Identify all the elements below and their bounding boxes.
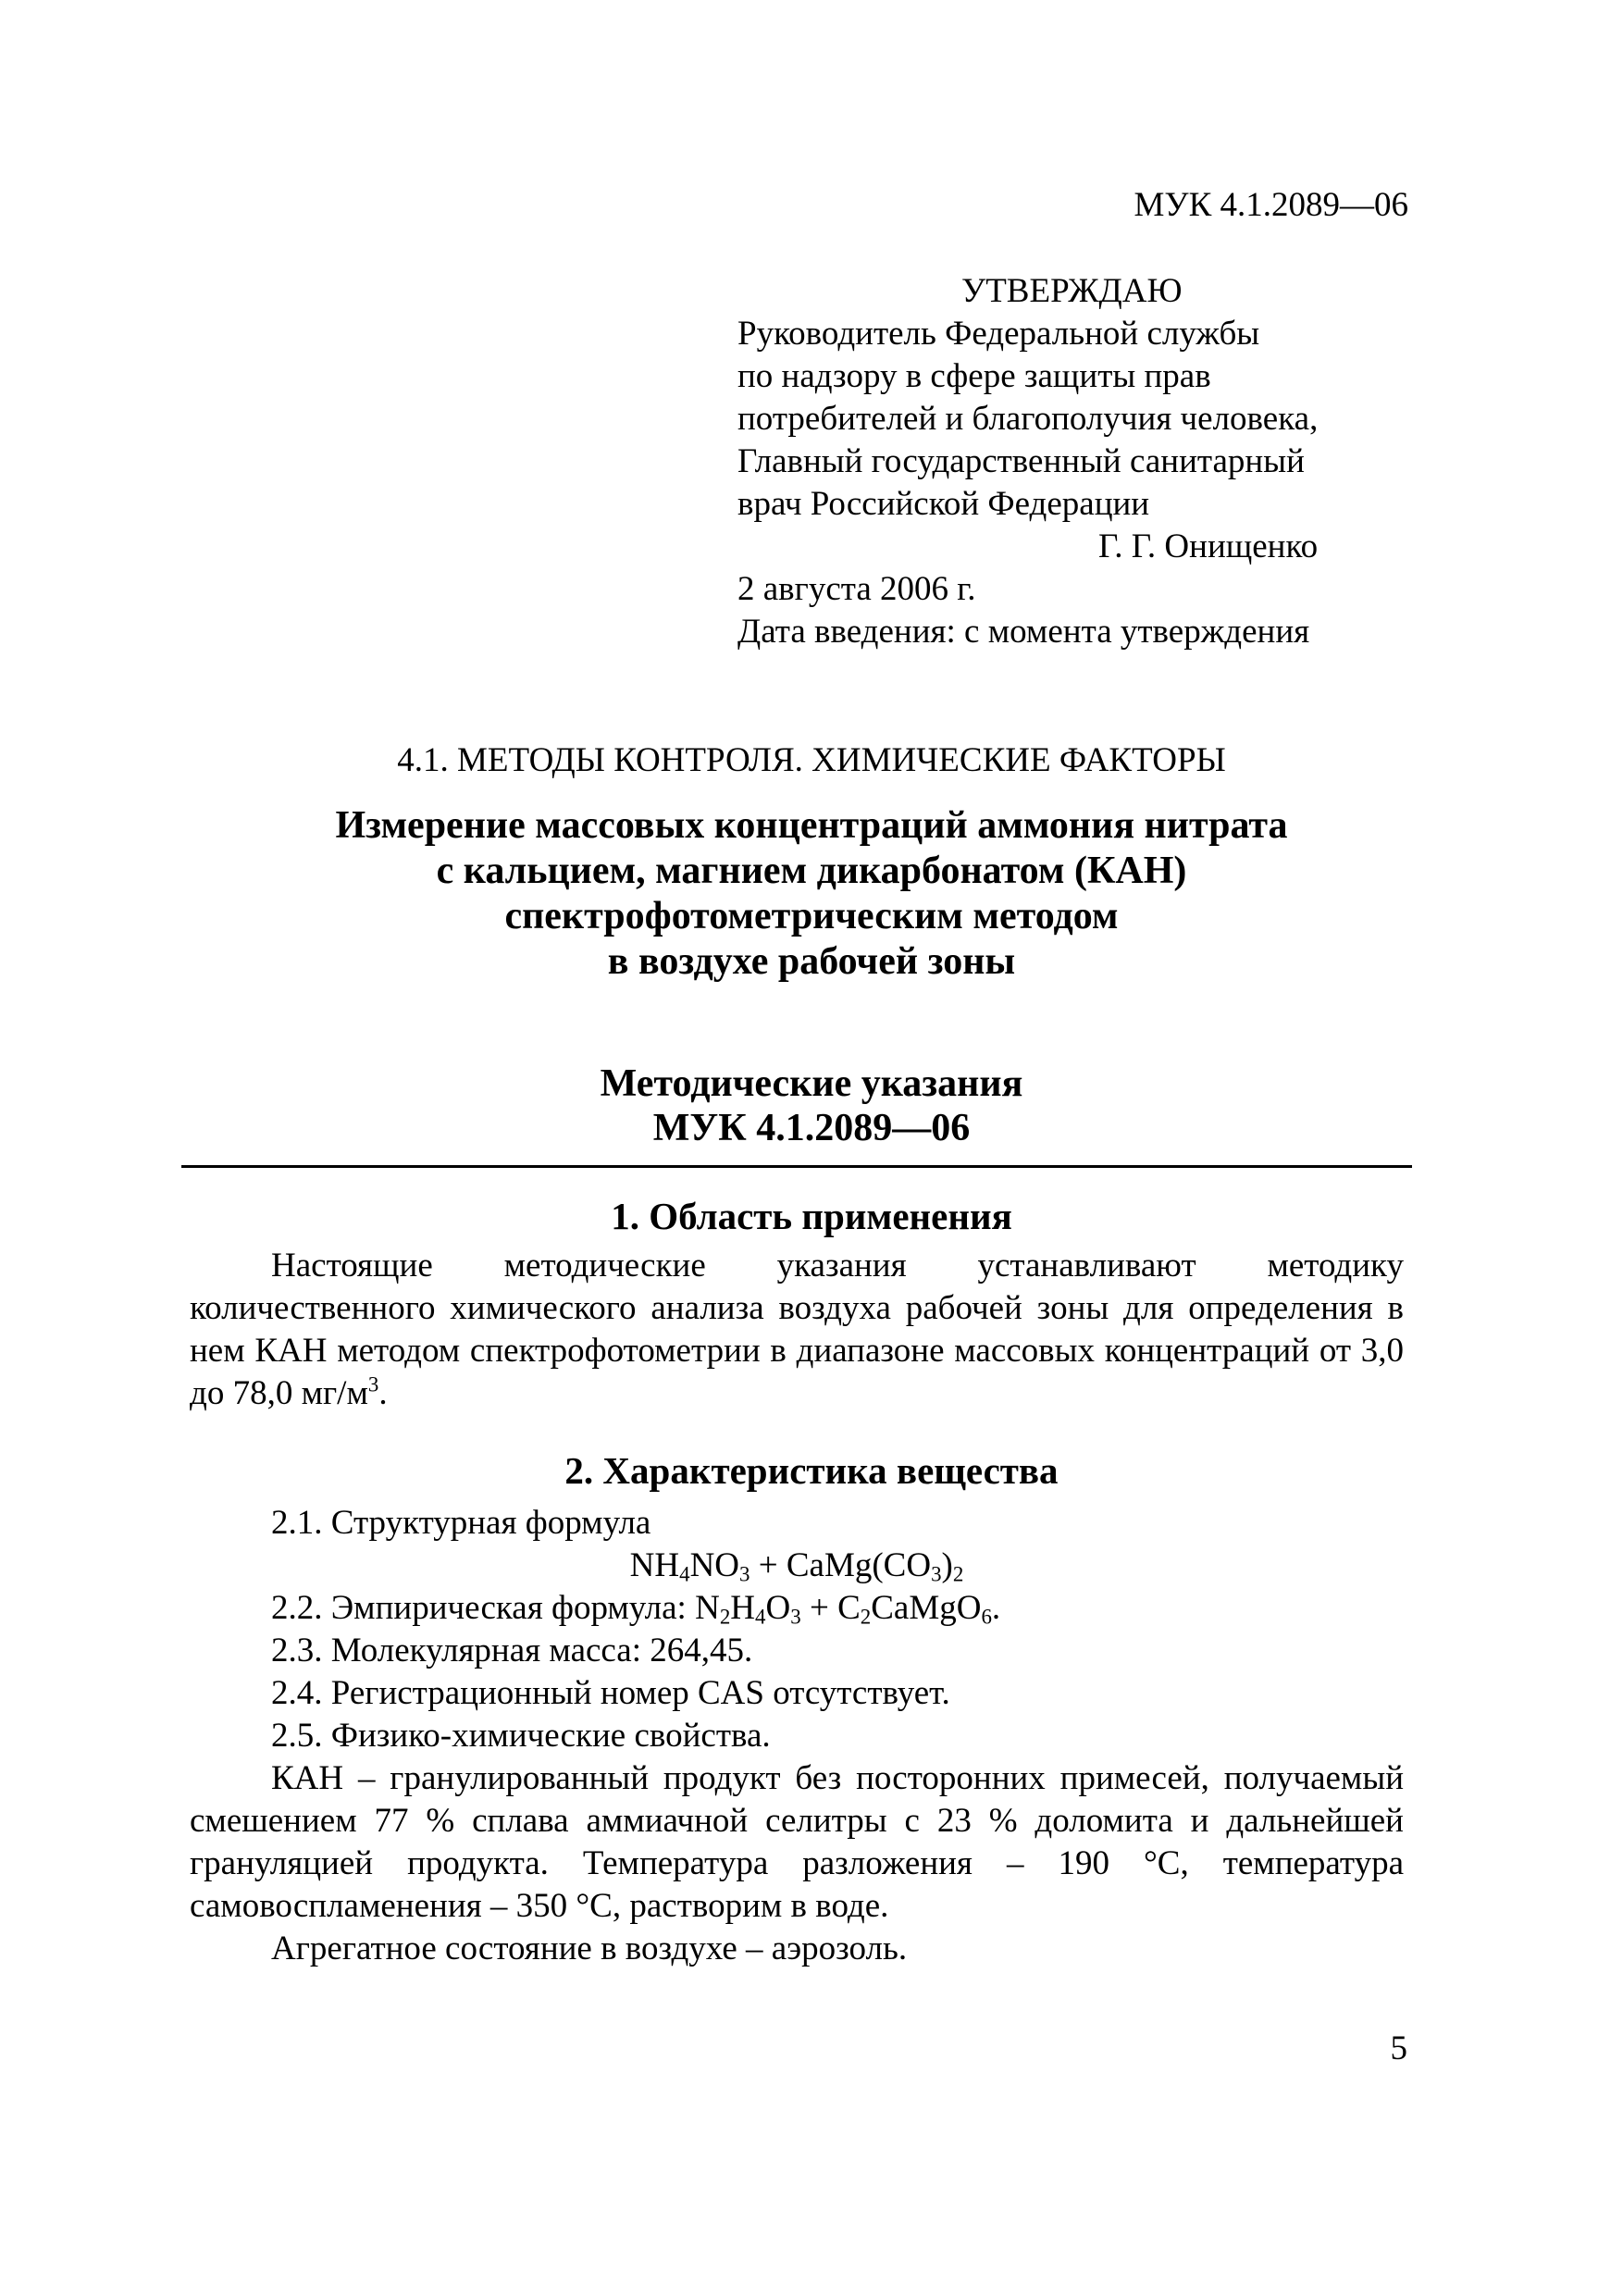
effective-date: Дата введения: с момента утверждения — [737, 613, 1310, 651]
approval-date: 2 августа 2006 г. — [737, 570, 976, 608]
item-2-4: 2.4. Регистрационный номер CAS отсутствует. — [271, 1674, 950, 1712]
approval-heading: УТВЕРЖДАЮ — [961, 272, 1183, 310]
section-2-body — [190, 1502, 1404, 1970]
item-2-2: 2.2. Эмпирическая формула: $N_2H_4O_3$ + $C_2CaMgO_6$. — [271, 1589, 1001, 1629]
title-line: спектрофотометрическим методом — [504, 895, 1119, 937]
aggregate-state: Агрегатное состояние в воздухе – аэрозоль. — [271, 1930, 908, 1967]
category-heading: 4.1. МЕТОДЫ КОНТРОЛЯ. ХИМИЧЕСКИЕ ФАКТОРЫ — [397, 741, 1226, 779]
properties-paragraph: КАН – гранулированный продукт без посторонних примесей, получаемый смешением 77 % сплава аммиачной селитры с 23 % доломита и дальнейшей грануляцией продукта. Температура разложения – 190 °С, температура самовоспламенения – 350 °С, растворим в воде. — [190, 1759, 1404, 1925]
section-1-body — [190, 1245, 1404, 1415]
title-line: в воздухе рабочей зоны — [607, 940, 1016, 983]
section-1-paragraph: Настоящие методические указания устанавливают методику количественного химического анализа воздуха рабочей зоны для определения в нем КАН методом спектрофотометрии в диапазоне массовых концентраций от 3,0 до 78,0 $мг/м^3$. — [190, 1247, 1404, 1412]
title-line: с кальцием, магнием дикарбонатом (КАН) — [436, 850, 1187, 892]
approval-block — [737, 270, 1441, 653]
document-subtitle — [148, 1061, 1475, 1150]
approval-line: Главный государственный санитарный — [737, 442, 1305, 480]
section-1-heading: 1. Область применения — [611, 1195, 1012, 1237]
approval-line: по надзору в сфере защиты прав — [737, 357, 1211, 395]
properties-block — [190, 1757, 1404, 1970]
page-number: 5 — [1390, 2029, 1407, 2067]
item-2-5: 2.5. Физико-химические свойства. — [271, 1717, 771, 1755]
approval-line: потребителей и благополучия человека, — [737, 400, 1319, 438]
subtitle-type: Методические указания — [600, 1062, 1023, 1105]
signatory-name: Г. Г. Онищенко — [1098, 527, 1319, 565]
structural-formula: $NH_4NO_3$ + $CaMg(CO_3)_2$ — [629, 1546, 964, 1586]
approval-line: врач Российской Федерации — [737, 485, 1150, 523]
document-code: МУК 4.1.2089—06 — [1134, 186, 1408, 224]
document-title — [148, 803, 1475, 985]
item-2-3: 2.3. Молекулярная масса: 264,45. — [271, 1632, 753, 1669]
section-2-heading: 2. Характеристика вещества — [564, 1449, 1059, 1492]
subtitle-code: МУК 4.1.2089—06 — [652, 1107, 971, 1149]
approval-line: Руководитель Федеральной службы — [737, 315, 1260, 353]
horizontal-rule — [181, 1165, 1412, 1168]
title-line: Измерение массовых концентраций аммония нитрата — [335, 804, 1288, 847]
item-2-1: 2.1. Структурная формула — [271, 1504, 651, 1542]
